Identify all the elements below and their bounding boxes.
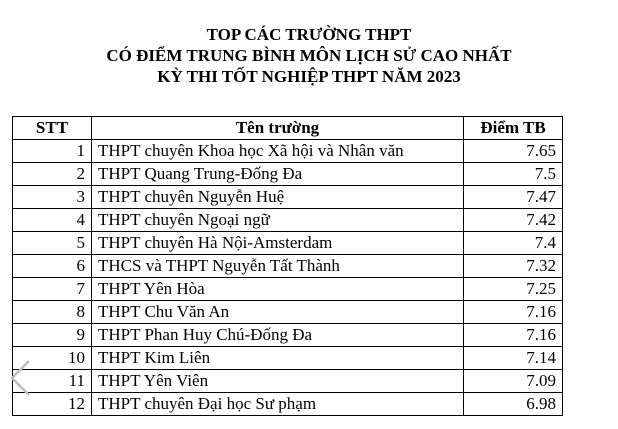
cell-average-score: 7.25 — [464, 278, 563, 301]
table-header-row — [13, 117, 563, 140]
header-stt: STT — [13, 117, 92, 140]
cell-average-score: 7.14 — [464, 347, 563, 370]
cell-average-score: 6.98 — [464, 393, 563, 416]
table-row — [13, 393, 563, 416]
cell-school-name: THPT Quang Trung-Đống Đa — [92, 163, 464, 186]
title-line-2: CÓ ĐIỂM TRUNG BÌNH MÔN LỊCH SỬ CAO NHẤT — [106, 46, 512, 65]
cell-average-score: 7.42 — [464, 209, 563, 232]
cell-stt: 6 — [13, 255, 92, 278]
cell-average-score: 7.16 — [464, 324, 563, 347]
cell-stt: 12 — [13, 393, 92, 416]
chevron-left-icon — [6, 358, 34, 398]
cell-school-name: THPT Phan Huy Chú-Đống Đa — [92, 324, 464, 347]
previous-slide-button[interactable] — [6, 358, 34, 398]
ranking-table — [12, 116, 563, 416]
cell-school-name: THPT chuyên Nguyễn Huệ — [92, 186, 464, 209]
cell-average-score: 7.4 — [464, 232, 563, 255]
cell-school-name: THPT chuyên Hà Nội-Amsterdam — [92, 232, 464, 255]
cell-stt: 5 — [13, 232, 92, 255]
cell-school-name: THPT Yên Hòa — [92, 278, 464, 301]
cell-stt: 1 — [13, 140, 92, 163]
table-body — [13, 140, 563, 416]
cell-stt: 2 — [13, 163, 92, 186]
table-row — [13, 347, 563, 370]
cell-stt: 8 — [13, 301, 92, 324]
cell-school-name: THPT Chu Văn An — [92, 301, 464, 324]
cell-school-name: THCS và THPT Nguyễn Tất Thành — [92, 255, 464, 278]
cell-average-score: 7.09 — [464, 370, 563, 393]
page-title — [0, 24, 618, 87]
table-row — [13, 232, 563, 255]
cell-school-name: THPT chuyên Ngoại ngữ — [92, 209, 464, 232]
table-row — [13, 186, 563, 209]
cell-stt: 11 — [13, 370, 92, 393]
table-row — [13, 163, 563, 186]
table-row — [13, 140, 563, 163]
header-average-score: Điểm TB — [464, 117, 563, 140]
table-row — [13, 370, 563, 393]
table-row — [13, 255, 563, 278]
cell-school-name: THPT chuyên Đại học Sư phạm — [92, 393, 464, 416]
cell-average-score: 7.32 — [464, 255, 563, 278]
header-school-name: Tên trường — [92, 117, 464, 140]
title-line-1: TOP CÁC TRƯỜNG THPT — [206, 25, 412, 44]
cell-school-name: THPT Yên Viên — [92, 370, 464, 393]
cell-school-name: THPT Kim Liên — [92, 347, 464, 370]
cell-stt: 3 — [13, 186, 92, 209]
title-line-3: KỲ THI TỐT NGHIỆP THPT NĂM 2023 — [157, 67, 461, 86]
cell-stt: 4 — [13, 209, 92, 232]
table-row — [13, 324, 563, 347]
cell-stt: 10 — [13, 347, 92, 370]
cell-stt: 7 — [13, 278, 92, 301]
table-row — [13, 301, 563, 324]
cell-average-score: 7.5 — [464, 163, 563, 186]
table-row — [13, 278, 563, 301]
cell-stt: 9 — [13, 324, 92, 347]
cell-average-score: 7.16 — [464, 301, 563, 324]
cell-average-score: 7.65 — [464, 140, 563, 163]
cell-school-name: THPT chuyên Khoa học Xã hội và Nhân văn — [92, 140, 464, 163]
cell-average-score: 7.47 — [464, 186, 563, 209]
table-row — [13, 209, 563, 232]
